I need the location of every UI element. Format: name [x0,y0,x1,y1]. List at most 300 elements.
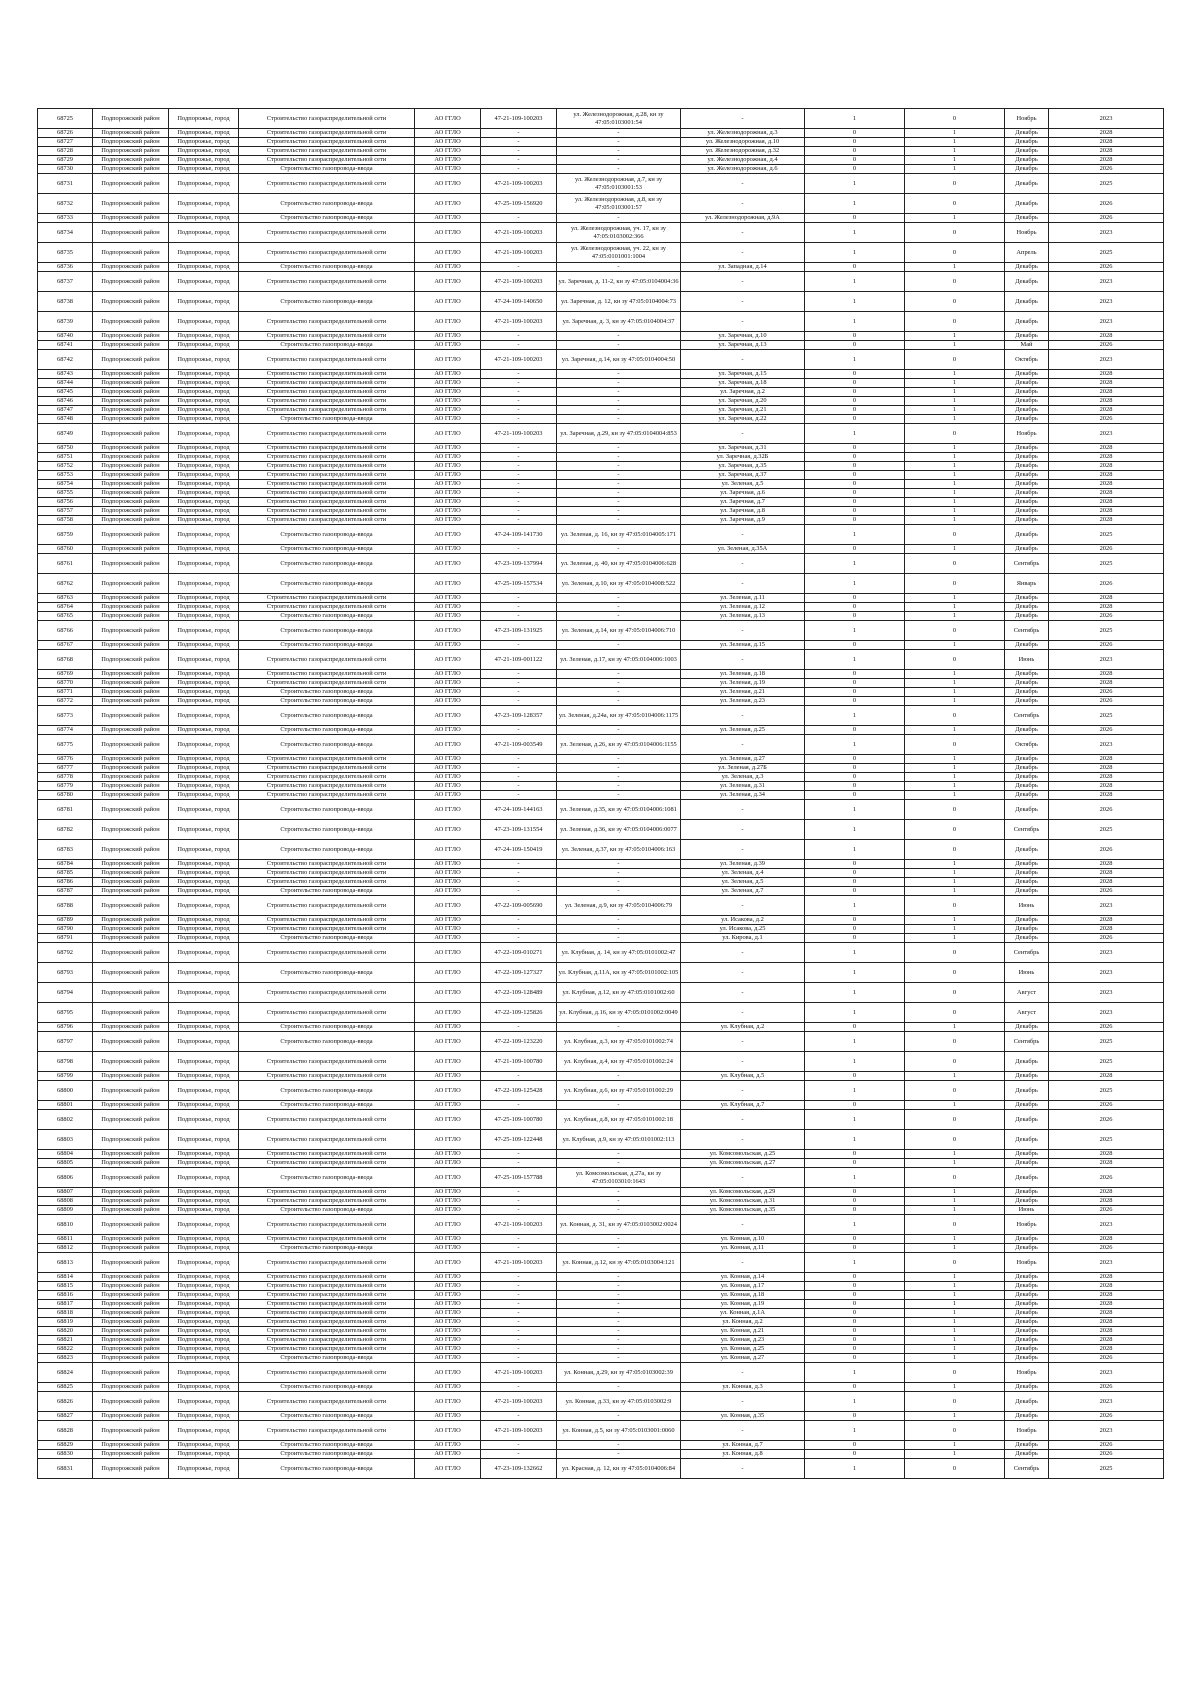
flag-a-cell: 1 [805,983,905,1003]
flag-b-cell: 1 [905,1072,1005,1081]
address-cell: ул. Конная, д.25 [681,1345,805,1354]
flag-a-cell: 0 [805,370,905,379]
flag-b-cell: 1 [905,755,1005,764]
flag-b-cell: 1 [905,471,1005,480]
flag-a-cell: 0 [805,688,905,697]
district-cell: Подпорожский район [93,641,169,650]
row-id-cell: 68784 [38,860,93,869]
work-type-cell: Строительство газораспределительной сети [239,489,415,498]
month-cell: Сентябрь [1005,1032,1049,1052]
table-row [38,444,1164,453]
district-cell: Подпорожский район [93,370,169,379]
operator-cell: АО ГГЛО [415,1421,481,1441]
row-id-cell: 68757 [38,507,93,516]
settlement-cell: Подпорожье, город [169,370,239,379]
cadastral-address-cell: - [557,1441,681,1450]
operator-cell: АО ГГЛО [415,554,481,574]
district-cell: Подпорожский район [93,1441,169,1450]
flag-a-cell: 1 [805,1215,905,1235]
flag-a-cell: 0 [805,498,905,507]
address-cell: - [681,525,805,545]
month-cell: Декабрь [1005,388,1049,397]
year-cell: 2023 [1049,983,1164,1003]
settlement-cell: Подпорожье, город [169,791,239,800]
tech-conditions-cell: 47-21-109-100203 [481,1215,557,1235]
operator-cell: АО ГГЛО [415,1206,481,1215]
year-cell: 2028 [1049,471,1164,480]
table-row [38,223,1164,243]
flag-a-cell: 0 [805,791,905,800]
flag-b-cell: 1 [905,263,1005,272]
month-cell: Декабрь [1005,764,1049,773]
address-cell: ул. Заречная, д.31 [681,444,805,453]
table-row [38,773,1164,782]
year-cell: 2025 [1049,1032,1164,1052]
tech-conditions-cell: - [481,507,557,516]
settlement-cell: Подпорожье, город [169,1110,239,1130]
address-cell: ул. Заречная, д.7 [681,498,805,507]
operator-cell: АО ГГЛО [415,983,481,1003]
year-cell: 2028 [1049,1336,1164,1345]
address-cell: ул. Зеленая, д.5 [681,878,805,887]
year-cell: 2028 [1049,147,1164,156]
settlement-cell: Подпорожье, город [169,1235,239,1244]
settlement-cell: Подпорожье, город [169,379,239,388]
tech-conditions-cell: - [481,444,557,453]
row-id-cell: 68734 [38,223,93,243]
district-cell: Подпорожский район [93,292,169,312]
district-cell: Подпорожский район [93,983,169,1003]
district-cell: Подпорожский район [93,332,169,341]
flag-b-cell: 0 [905,1081,1005,1101]
flag-a-cell: 0 [805,594,905,603]
work-type-cell: Строительство газораспределительной сети [239,878,415,887]
table-row [38,379,1164,388]
operator-cell: АО ГГЛО [415,878,481,887]
month-cell: Декабрь [1005,498,1049,507]
table-row [38,1363,1164,1383]
month-cell: Сентябрь [1005,706,1049,726]
year-cell: 2028 [1049,406,1164,415]
cadastral-address-cell: ул. Конная, д.33, кн зу 47:05:0103002:9 [557,1392,681,1412]
tech-conditions-cell: - [481,1273,557,1282]
table-row [38,1003,1164,1023]
district-cell: Подпорожский район [93,263,169,272]
tech-conditions-cell: - [481,1291,557,1300]
table-row [38,1215,1164,1235]
settlement-cell: Подпорожье, город [169,603,239,612]
address-cell: ул. Комсомольская, д.31 [681,1197,805,1206]
address-cell: ул. Зеленая, д.27 [681,755,805,764]
flag-a-cell: 1 [805,963,905,983]
flag-a-cell: 0 [805,341,905,350]
table-row [38,1253,1164,1273]
flag-a-cell: 0 [805,755,905,764]
tech-conditions-cell: 47-21-109-100203 [481,312,557,332]
year-cell: 2026 [1049,1441,1164,1450]
flag-b-cell: 1 [905,726,1005,735]
tech-conditions-cell: - [481,263,557,272]
year-cell: 2028 [1049,878,1164,887]
year-cell: 2028 [1049,773,1164,782]
flag-a-cell: 0 [805,612,905,621]
row-id-cell: 68749 [38,424,93,444]
operator-cell: АО ГГЛО [415,214,481,223]
row-id-cell: 68813 [38,1253,93,1273]
tech-conditions-cell: - [481,670,557,679]
table-row [38,641,1164,650]
month-cell: Август [1005,983,1049,1003]
row-id-cell: 68748 [38,415,93,424]
district-cell: Подпорожский район [93,706,169,726]
operator-cell: АО ГГЛО [415,406,481,415]
work-type-cell: Строительство газопровода-ввода [239,641,415,650]
district-cell: Подпорожский район [93,388,169,397]
table-row [38,1197,1164,1206]
flag-b-cell: 0 [905,1032,1005,1052]
settlement-cell: Подпорожье, город [169,415,239,424]
operator-cell: АО ГГЛО [415,697,481,706]
tech-conditions-cell: 47-23-109-132662 [481,1459,557,1479]
address-cell: - [681,424,805,444]
operator-cell: АО ГГЛО [415,755,481,764]
address-cell: - [681,1459,805,1479]
flag-a-cell: 0 [805,332,905,341]
address-cell: ул. Зеленая, д.11 [681,594,805,603]
cadastral-address-cell: - [557,1282,681,1291]
work-type-cell: Строительство газораспределительной сети [239,670,415,679]
month-cell: Декабрь [1005,878,1049,887]
year-cell: 2028 [1049,791,1164,800]
tech-conditions-cell: 47-25-109-122448 [481,1130,557,1150]
month-cell: Декабрь [1005,272,1049,292]
settlement-cell: Подпорожье, город [169,156,239,165]
month-cell: Декабрь [1005,670,1049,679]
district-cell: Подпорожский район [93,574,169,594]
tech-conditions-cell: - [481,679,557,688]
settlement-cell: Подпорожье, город [169,1215,239,1235]
row-id-cell: 68754 [38,480,93,489]
work-type-cell: Строительство газораспределительной сети [239,1291,415,1300]
month-cell: Декабрь [1005,1354,1049,1363]
table-row [38,603,1164,612]
year-cell: 2026 [1049,840,1164,860]
cadastral-address-cell: ул. Зеленая, д.35, кн зу 47:05:0104006:1081 [557,800,681,820]
year-cell: 2028 [1049,397,1164,406]
table-row [38,594,1164,603]
work-type-cell: Строительство газораспределительной сети [239,1235,415,1244]
work-type-cell: Строительство газопровода-ввода [239,1206,415,1215]
flag-a-cell: 0 [805,1188,905,1197]
table-row [38,312,1164,332]
district-cell: Подпорожский район [93,1052,169,1072]
address-cell: ул. Конная, д.10 [681,1235,805,1244]
district-cell: Подпорожский район [93,916,169,925]
settlement-cell: Подпорожье, город [169,1363,239,1383]
operator-cell: АО ГГЛО [415,574,481,594]
tech-conditions-cell: 47-25-109-157534 [481,574,557,594]
operator-cell: АО ГГЛО [415,764,481,773]
table-row [38,415,1164,424]
year-cell: 2026 [1049,341,1164,350]
operator-cell: АО ГГЛО [415,1282,481,1291]
row-id-cell: 68771 [38,688,93,697]
table-row [38,1072,1164,1081]
flag-a-cell: 0 [805,471,905,480]
district-cell: Подпорожский район [93,341,169,350]
year-cell: 2026 [1049,612,1164,621]
flag-b-cell: 0 [905,1459,1005,1479]
flag-a-cell: 0 [805,1206,905,1215]
operator-cell: АО ГГЛО [415,916,481,925]
flag-b-cell: 1 [905,1450,1005,1459]
table-row [38,406,1164,415]
settlement-cell: Подпорожье, город [169,1197,239,1206]
tech-conditions-cell: 47-21-109-100203 [481,272,557,292]
tech-conditions-cell: - [481,388,557,397]
flag-a-cell: 0 [805,379,905,388]
row-id-cell: 68789 [38,916,93,925]
work-type-cell: Строительство газопровода-ввода [239,735,415,755]
settlement-cell: Подпорожье, город [169,174,239,194]
tech-conditions-cell: - [481,165,557,174]
work-type-cell: Строительство газораспределительной сети [239,388,415,397]
flag-a-cell: 0 [805,925,905,934]
work-type-cell: Строительство газопровода-ввода [239,554,415,574]
district-cell: Подпорожский район [93,554,169,574]
address-cell: ул. Железнодорожная, д.32 [681,147,805,156]
table-row [38,726,1164,735]
settlement-cell: Подпорожье, город [169,1450,239,1459]
row-id-cell: 68730 [38,165,93,174]
flag-b-cell: 1 [905,1023,1005,1032]
work-type-cell: Строительство газораспределительной сети [239,1072,415,1081]
flag-a-cell: 0 [805,1300,905,1309]
settlement-cell: Подпорожье, город [169,444,239,453]
flag-a-cell: 1 [805,194,905,214]
flag-b-cell: 1 [905,165,1005,174]
table-row [38,1421,1164,1441]
flag-a-cell: 0 [805,1235,905,1244]
month-cell: Декабрь [1005,312,1049,332]
row-id-cell: 68780 [38,791,93,800]
address-cell: ул. Заречная, д.13 [681,341,805,350]
address-cell: - [681,223,805,243]
row-id-cell: 68803 [38,1130,93,1150]
row-id-cell: 68796 [38,1023,93,1032]
work-type-cell: Строительство газораспределительной сети [239,650,415,670]
work-type-cell: Строительство газораспределительной сети [239,1052,415,1072]
table-row [38,525,1164,545]
district-cell: Подпорожский район [93,1354,169,1363]
address-cell: - [681,800,805,820]
tech-conditions-cell: - [481,138,557,147]
cadastral-address-cell: - [557,453,681,462]
table-row [38,1130,1164,1150]
work-type-cell: Строительство газопровода-ввода [239,1383,415,1392]
table-row [38,498,1164,507]
district-cell: Подпорожский район [93,498,169,507]
cadastral-address-cell: - [557,670,681,679]
address-cell: ул. Железнодорожная, д.3 [681,129,805,138]
operator-cell: АО ГГЛО [415,1130,481,1150]
month-cell: Декабрь [1005,174,1049,194]
settlement-cell: Подпорожье, город [169,1309,239,1318]
table-row [38,869,1164,878]
flag-a-cell: 0 [805,156,905,165]
flag-b-cell: 1 [905,545,1005,554]
table-row [38,292,1164,312]
address-cell: ул. Зеленая, д.18 [681,670,805,679]
table-row [38,764,1164,773]
tech-conditions-cell: - [481,869,557,878]
cadastral-address-cell: - [557,129,681,138]
work-type-cell: Строительство газопровода-ввода [239,1441,415,1450]
year-cell: 2028 [1049,764,1164,773]
tech-conditions-cell: - [481,1309,557,1318]
district-cell: Подпорожский район [93,1336,169,1345]
flag-b-cell: 1 [905,415,1005,424]
flag-b-cell: 1 [905,670,1005,679]
year-cell: 2025 [1049,1459,1164,1479]
work-type-cell: Строительство газораспределительной сети [239,156,415,165]
settlement-cell: Подпорожье, город [169,480,239,489]
operator-cell: АО ГГЛО [415,782,481,791]
row-id-cell: 68828 [38,1421,93,1441]
address-cell: ул. Зеленая, д.25 [681,726,805,735]
tech-conditions-cell: - [481,697,557,706]
month-cell: Апрель [1005,243,1049,263]
work-type-cell: Строительство газораспределительной сети [239,397,415,406]
cadastral-address-cell: - [557,1188,681,1197]
year-cell: 2023 [1049,1421,1164,1441]
tech-conditions-cell: - [481,594,557,603]
operator-cell: АО ГГЛО [415,129,481,138]
operator-cell: АО ГГЛО [415,350,481,370]
cadastral-address-cell: ул. Зеленая, д.26, кн зу 47:05:0104006:1155 [557,735,681,755]
operator-cell: АО ГГЛО [415,272,481,292]
work-type-cell: Строительство газопровода-ввода [239,697,415,706]
table-row [38,1450,1164,1459]
cadastral-address-cell: ул. Зеленая, д.37, кн зу 47:05:0104006:163 [557,840,681,860]
district-cell: Подпорожский район [93,1003,169,1023]
district-cell: Подпорожский район [93,1383,169,1392]
row-id-cell: 68763 [38,594,93,603]
operator-cell: АО ГГЛО [415,1327,481,1336]
year-cell: 2028 [1049,462,1164,471]
cadastral-address-cell: ул. Клубная, д. 14, кн зу 47:05:0101002:47 [557,943,681,963]
table-row [38,388,1164,397]
table-row [38,800,1164,820]
tech-conditions-cell: 47-22-109-128489 [481,983,557,1003]
work-type-cell: Строительство газораспределительной сети [239,272,415,292]
address-cell: - [681,174,805,194]
month-cell: Декабрь [1005,1282,1049,1291]
row-id-cell: 68744 [38,379,93,388]
settlement-cell: Подпорожье, город [169,1188,239,1197]
cadastral-address-cell: ул. Зеленая, д.36, кн зу 47:05:0104006:0077 [557,820,681,840]
settlement-cell: Подпорожье, город [169,554,239,574]
flag-a-cell: 0 [805,1291,905,1300]
address-cell: ул. Зеленая, д.23 [681,697,805,706]
address-cell: ул. Исакова, д.25 [681,925,805,934]
year-cell: 2028 [1049,670,1164,679]
flag-b-cell: 1 [905,1383,1005,1392]
work-type-cell: Строительство газораспределительной сети [239,916,415,925]
flag-b-cell: 1 [905,444,1005,453]
year-cell: 2025 [1049,820,1164,840]
flag-b-cell: 1 [905,1150,1005,1159]
flag-b-cell: 0 [905,963,1005,983]
cadastral-address-cell: - [557,489,681,498]
work-type-cell: Строительство газопровода-ввода [239,800,415,820]
table-row [38,1383,1164,1392]
district-cell: Подпорожский район [93,272,169,292]
district-cell: Подпорожский район [93,670,169,679]
settlement-cell: Подпорожье, город [169,1052,239,1072]
work-type-cell: Строительство газораспределительной сети [239,983,415,1003]
flag-a-cell: 0 [805,1072,905,1081]
month-cell: Декабрь [1005,1412,1049,1421]
address-cell: - [681,350,805,370]
cadastral-address-cell: - [557,773,681,782]
settlement-cell: Подпорожье, город [169,341,239,350]
work-type-cell: Строительство газораспределительной сети [239,1345,415,1354]
flag-a-cell: 1 [805,1253,905,1273]
settlement-cell: Подпорожье, город [169,1354,239,1363]
row-id-cell: 68816 [38,1291,93,1300]
address-cell: - [681,621,805,641]
month-cell: Декабрь [1005,453,1049,462]
month-cell: Декабрь [1005,1159,1049,1168]
table-row [38,1188,1164,1197]
work-type-cell: Строительство газораспределительной сети [239,594,415,603]
cadastral-address-cell: ул. Конная, д.12, кн зу 47:05:0103004:121 [557,1253,681,1273]
row-id-cell: 68819 [38,1318,93,1327]
cadastral-address-cell: ул. Железнодорожная, д.8, кн зу 47:05:0103001:57 [557,194,681,214]
address-cell: ул. Железнодорожная, д.6 [681,165,805,174]
table-row [38,424,1164,444]
operator-cell: АО ГГЛО [415,156,481,165]
district-cell: Подпорожский район [93,896,169,916]
tech-conditions-cell: - [481,603,557,612]
month-cell: Декабрь [1005,1235,1049,1244]
address-cell: - [681,1130,805,1150]
month-cell: Ноябрь [1005,1363,1049,1383]
work-type-cell: Строительство газопровода-ввода [239,415,415,424]
cadastral-address-cell: - [557,1383,681,1392]
operator-cell: АО ГГЛО [415,507,481,516]
operator-cell: АО ГГЛО [415,263,481,272]
flag-b-cell: 0 [905,706,1005,726]
settlement-cell: Подпорожье, город [169,1003,239,1023]
year-cell: 2023 [1049,223,1164,243]
flag-a-cell: 1 [805,840,905,860]
operator-cell: АО ГГЛО [415,887,481,896]
row-id-cell: 68808 [38,1197,93,1206]
row-id-cell: 68752 [38,462,93,471]
tech-conditions-cell: - [481,1023,557,1032]
month-cell: Декабрь [1005,1345,1049,1354]
flag-b-cell: 1 [905,156,1005,165]
flag-b-cell: 1 [905,480,1005,489]
address-cell: ул. Зеленая, д.39 [681,860,805,869]
flag-b-cell: 0 [905,840,1005,860]
tech-conditions-cell: - [481,545,557,554]
flag-a-cell: 0 [805,1450,905,1459]
settlement-cell: Подпорожье, город [169,735,239,755]
cadastral-address-cell: - [557,1450,681,1459]
